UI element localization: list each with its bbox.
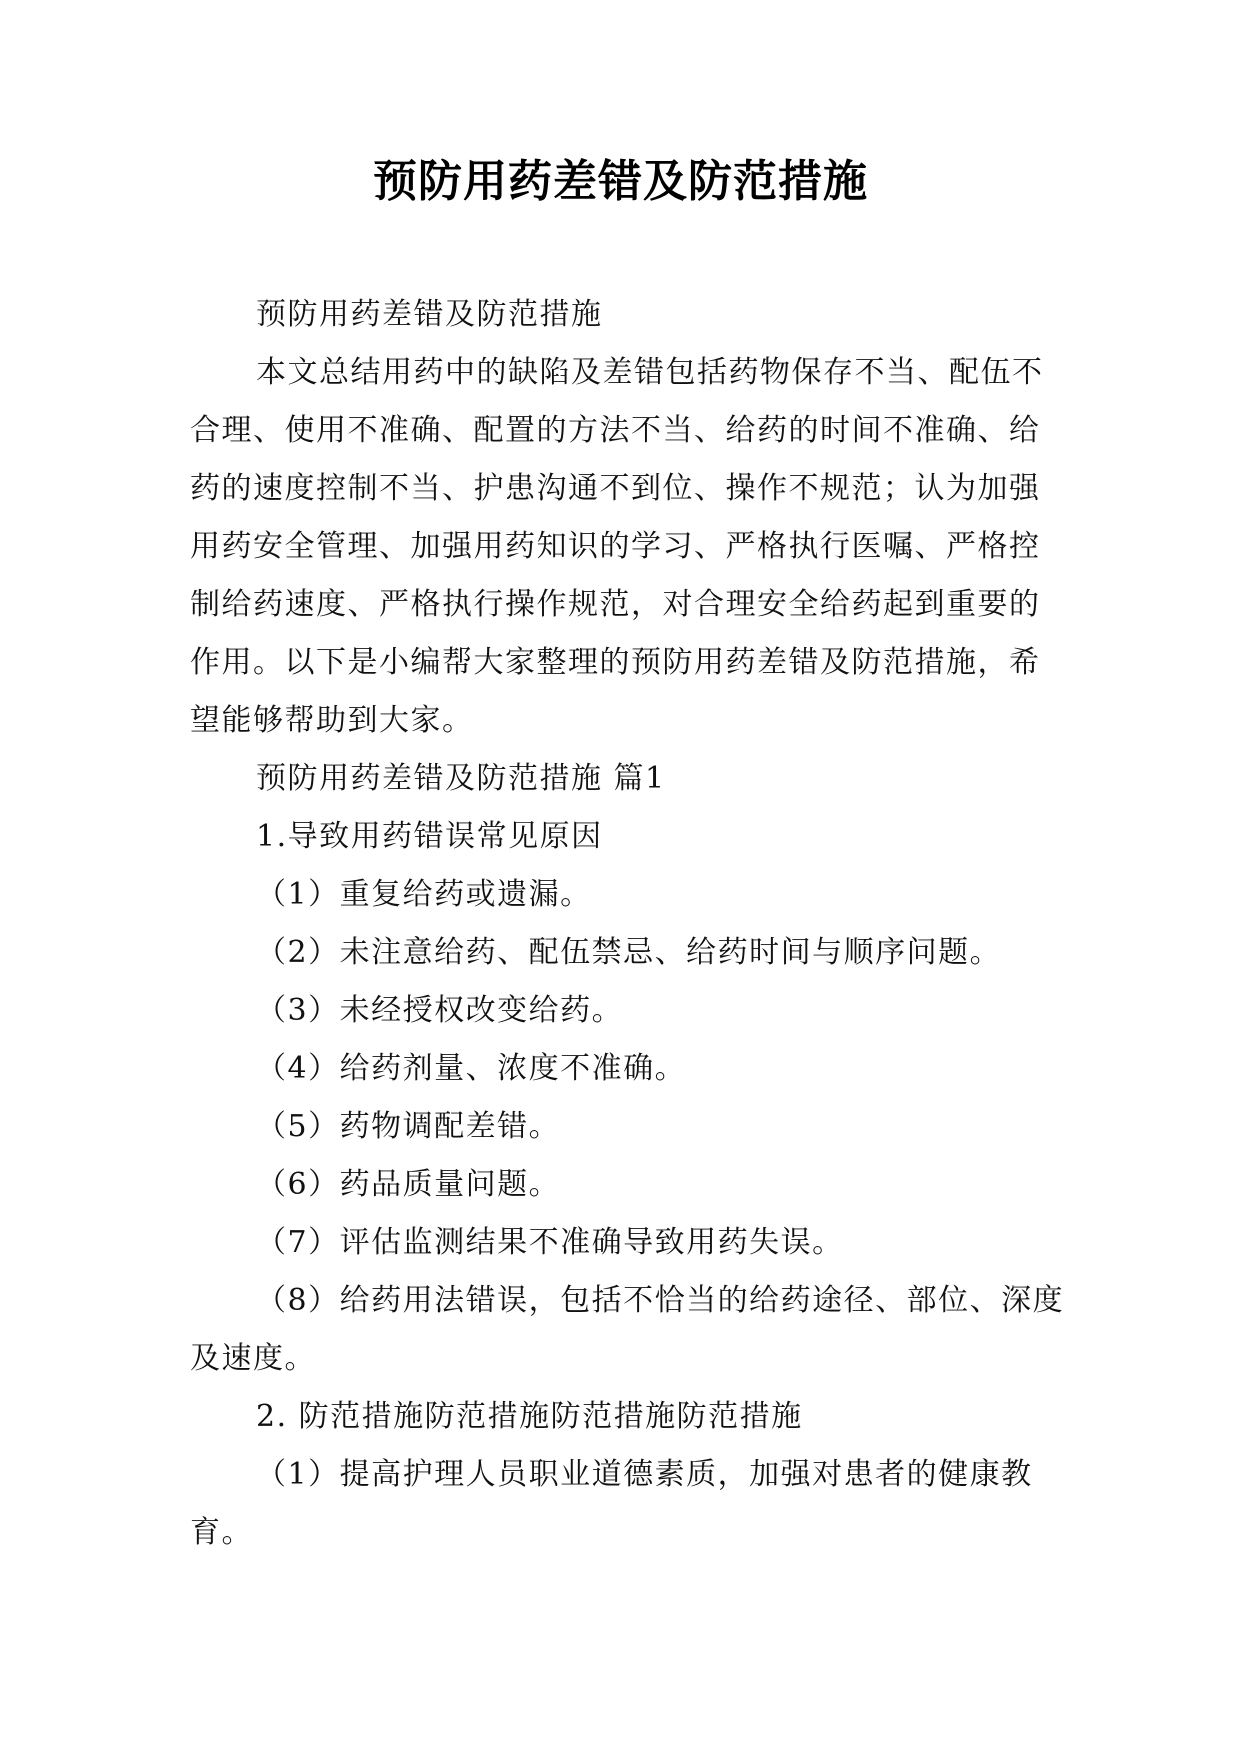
paragraph-subtitle: 预防用药差错及防范措施 bbox=[256, 297, 603, 332]
list-item: （7）评估监测结果不准确导致用药失误。 bbox=[256, 1225, 844, 1260]
document-body bbox=[190, 286, 1070, 1562]
section-heading-causes: 1.导致用药错误常见原因 bbox=[256, 819, 603, 854]
list-item: （1）重复给药或遗漏。 bbox=[256, 877, 592, 912]
list-item: （8）给药用法错误，包括不恰当的给药途径、部位、深度及速度。 bbox=[190, 1283, 1065, 1376]
list-item: （1）提高护理人员职业道德素质，加强对患者的健康教育。 bbox=[190, 1457, 1033, 1550]
paragraph-intro: 本文总结用药中的缺陷及差错包括药物保存不当、配伍不合理、使用不准确、配置的方法不当、给药的时间不准确、给药的速度控制不当、护患沟通不到位、操作不规范；认为加强用药安全管理、加强用药知识的学习、严格执行医嘱、严格控制给药速度、严格执行操作规范，对合理安全给药起到重要的作用。以下是小编帮大家整理的预防用药差错及防范措施，希望能够帮助到大家。 bbox=[190, 355, 1044, 738]
list-item: （2）未注意给药、配伍禁忌、给药时间与顺序问题。 bbox=[256, 935, 1002, 970]
list-item: （3）未经授权改变给药。 bbox=[256, 993, 624, 1028]
list-item: （4）给药剂量、浓度不准确。 bbox=[256, 1051, 687, 1086]
document-title: 预防用药差错及防范措施 bbox=[373, 156, 868, 207]
list-item: （6）药品质量问题。 bbox=[256, 1167, 561, 1202]
list-item: （5）药物调配差错。 bbox=[256, 1109, 561, 1144]
section-heading-measures: 2. 防范措施防范措施防范措施防范措施 bbox=[256, 1399, 803, 1434]
section-heading-part1: 预防用药差错及防范措施 篇1 bbox=[256, 761, 666, 796]
